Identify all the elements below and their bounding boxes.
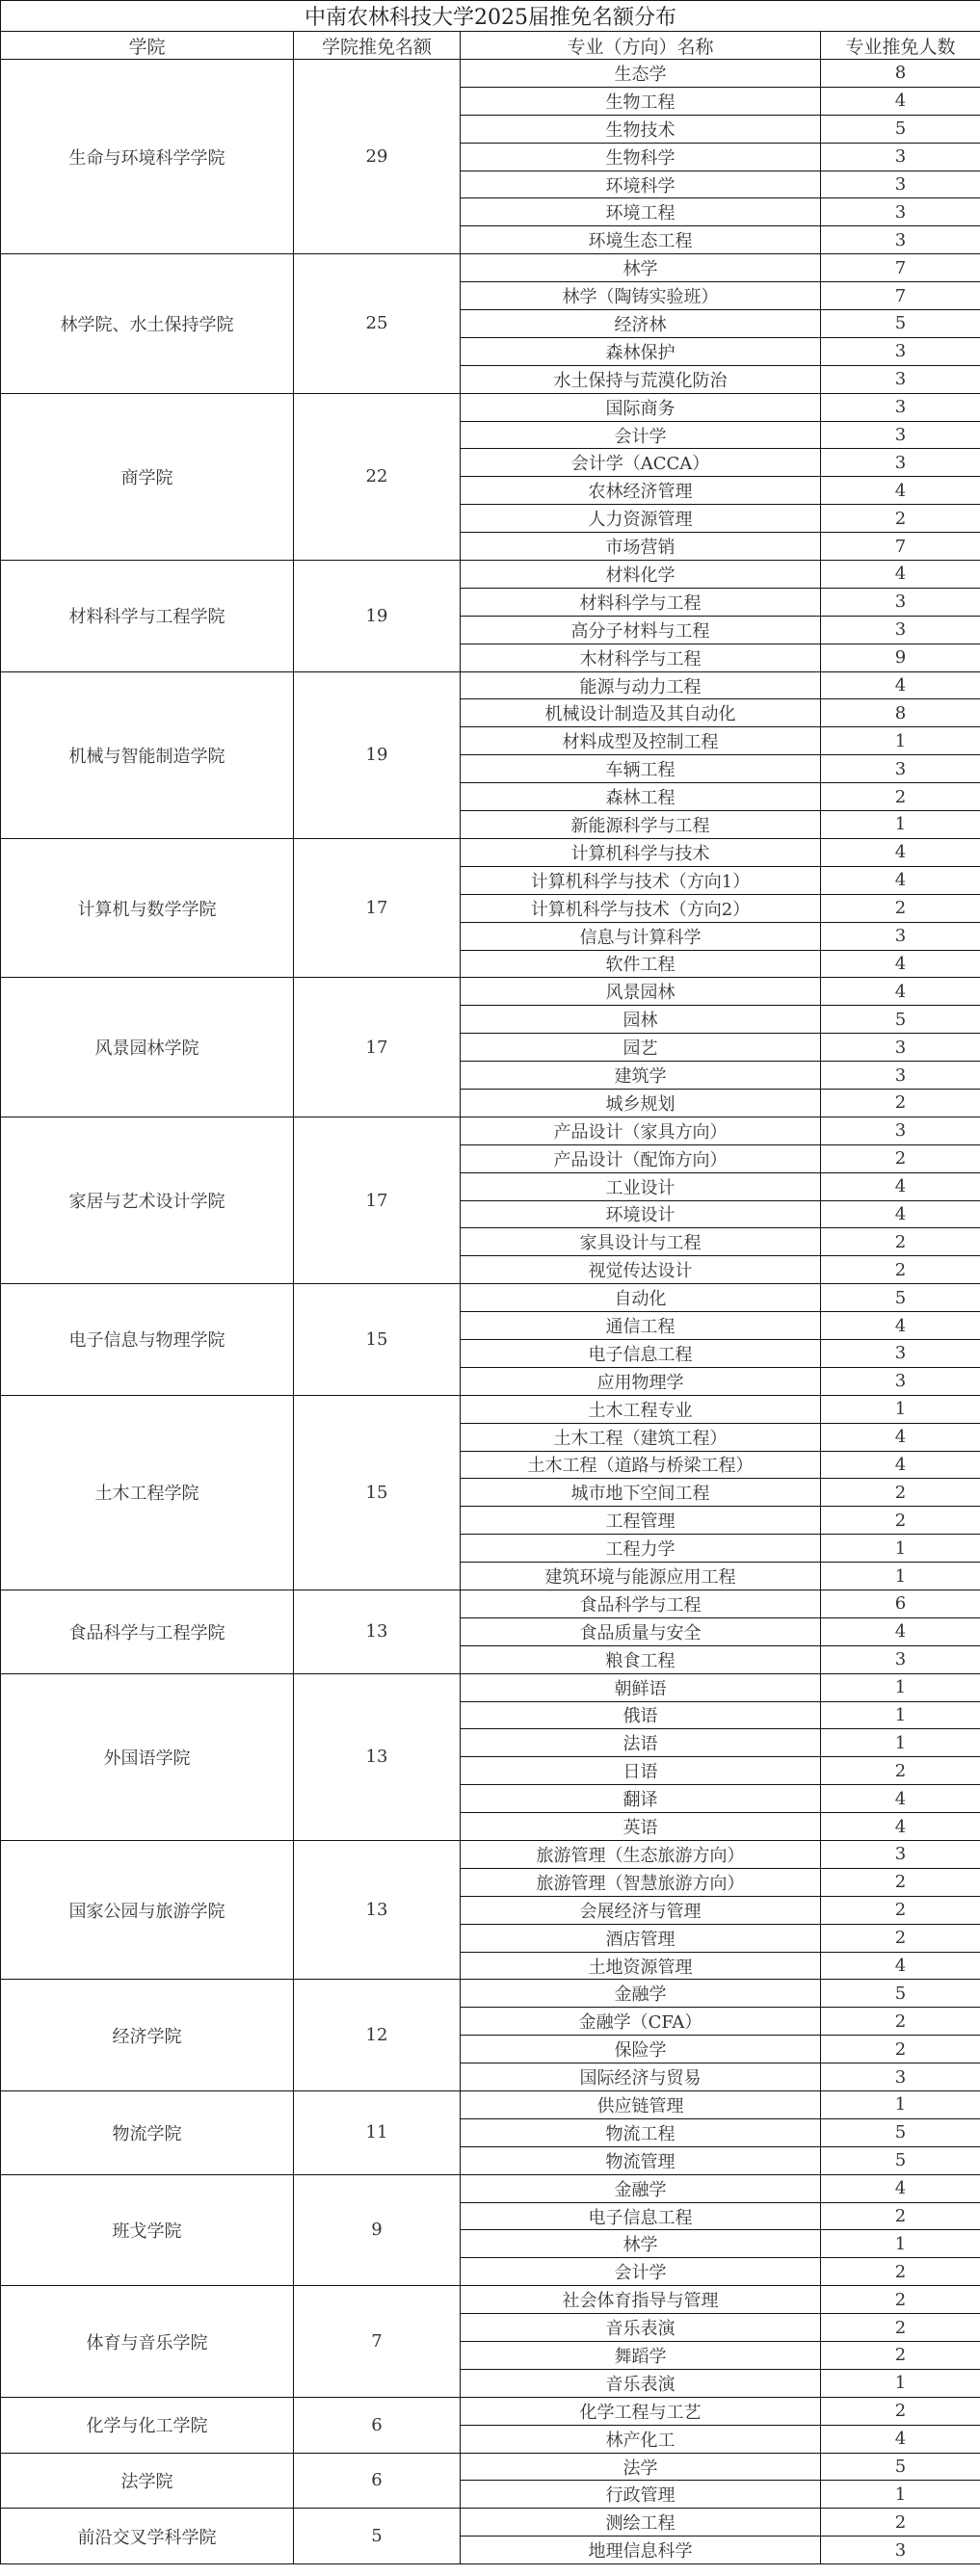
major-name-cell: 能源与动力工程: [461, 671, 821, 699]
major-name-cell: 水土保持与荒漠化防治: [461, 365, 821, 393]
table-row: [1, 1284, 980, 1312]
major-count-cell: 5: [821, 2146, 980, 2174]
major-name-cell: 俄语: [461, 1701, 821, 1729]
major-count-cell: 3: [821, 1117, 980, 1144]
major-count-cell: 4: [821, 1423, 980, 1451]
major-name-cell: 社会体育指导与管理: [461, 2286, 821, 2314]
college-name-cell: 电子信息与物理学院: [1, 1284, 294, 1396]
college-quota-cell: 5: [294, 2509, 461, 2564]
major-count-cell: 4: [821, 866, 980, 894]
major-name-cell: 计算机科学与技术（方向2）: [461, 894, 821, 922]
major-name-cell: 森林工程: [461, 783, 821, 811]
major-name-cell: 日语: [461, 1757, 821, 1785]
major-name-cell: 视觉传达设计: [461, 1256, 821, 1284]
major-count-cell: 4: [821, 2425, 980, 2453]
table-row: [1, 2509, 980, 2537]
major-count-cell: 4: [821, 1952, 980, 1980]
major-count-cell: 4: [821, 1312, 980, 1340]
major-count-cell: 3: [821, 1062, 980, 1090]
major-name-cell: 旅游管理（生态旅游方向）: [461, 1841, 821, 1869]
table-row: [1, 254, 980, 282]
major-name-cell: 舞蹈学: [461, 2342, 821, 2370]
major-name-cell: 材料成型及控制工程: [461, 727, 821, 755]
major-name-cell: 会计学（ACCA）: [461, 449, 821, 477]
college-name-cell: 国家公园与旅游学院: [1, 1841, 294, 1980]
major-count-cell: 3: [821, 198, 980, 226]
major-count-cell: 4: [821, 1813, 980, 1841]
major-name-cell: 土木工程（道路与桥梁工程）: [461, 1451, 821, 1479]
major-count-cell: 3: [821, 143, 980, 171]
major-count-cell: 3: [821, 171, 980, 198]
college-quota-cell: 22: [294, 393, 461, 560]
college-quota-cell: 9: [294, 2174, 461, 2286]
major-count-cell: 1: [821, 2091, 980, 2119]
major-count-cell: 3: [821, 393, 980, 421]
major-count-cell: 1: [821, 2481, 980, 2509]
college-name-cell: 前沿交叉学科学院: [1, 2509, 294, 2564]
college-quota-cell: 6: [294, 2453, 461, 2509]
major-count-cell: 3: [821, 588, 980, 616]
table-body: [1, 60, 980, 2564]
table-row: [1, 1980, 980, 2008]
major-count-cell: 2: [821, 1256, 980, 1284]
major-count-cell: 3: [821, 421, 980, 449]
major-name-cell: 家具设计与工程: [461, 1228, 821, 1256]
major-name-cell: 计算机科学与技术（方向1）: [461, 866, 821, 894]
major-name-cell: 材料化学: [461, 561, 821, 589]
major-name-cell: 建筑学: [461, 1062, 821, 1090]
major-name-cell: 新能源科学与工程: [461, 811, 821, 839]
table-row: [1, 60, 980, 88]
table-row: [1, 1395, 980, 1423]
major-name-cell: 酒店管理: [461, 1924, 821, 1952]
major-name-cell: 行政管理: [461, 2481, 821, 2509]
major-count-cell: 2: [821, 1507, 980, 1535]
major-name-cell: 信息与计算科学: [461, 922, 821, 950]
major-count-cell: 8: [821, 60, 980, 88]
college-name-cell: 风景园林学院: [1, 978, 294, 1117]
major-name-cell: 城市地下空间工程: [461, 1479, 821, 1507]
college-name-cell: 机械与智能制造学院: [1, 671, 294, 838]
header-college-quota: 学院推免名额: [294, 32, 461, 60]
major-count-cell: 2: [821, 505, 980, 533]
college-quota-cell: 13: [294, 1841, 461, 1980]
major-count-cell: 7: [821, 254, 980, 282]
major-name-cell: 人力资源管理: [461, 505, 821, 533]
major-count-cell: 1: [821, 1701, 980, 1729]
major-count-cell: 3: [821, 337, 980, 365]
major-name-cell: 林学: [461, 254, 821, 282]
table-row: [1, 671, 980, 699]
major-count-cell: 1: [821, 811, 980, 839]
table-row: [1, 1841, 980, 1869]
table-row: [1, 2397, 980, 2425]
major-name-cell: 土地资源管理: [461, 1952, 821, 1980]
major-name-cell: 测绘工程: [461, 2509, 821, 2537]
major-count-cell: 1: [821, 1563, 980, 1590]
major-count-cell: 4: [821, 477, 980, 505]
major-count-cell: 3: [821, 1367, 980, 1395]
major-count-cell: 2: [821, 1896, 980, 1924]
table-row: [1, 838, 980, 866]
major-count-cell: 4: [821, 1785, 980, 1813]
major-count-cell: 2: [821, 2036, 980, 2063]
major-name-cell: 电子信息工程: [461, 1339, 821, 1367]
major-count-cell: 7: [821, 533, 980, 561]
major-count-cell: 1: [821, 1395, 980, 1423]
major-name-cell: 软件工程: [461, 950, 821, 978]
college-quota-cell: 12: [294, 1980, 461, 2091]
major-count-cell: 2: [821, 1089, 980, 1117]
major-name-cell: 电子信息工程: [461, 2202, 821, 2230]
major-name-cell: 土木工程专业: [461, 1395, 821, 1423]
major-name-cell: 城乡规划: [461, 1089, 821, 1117]
major-name-cell: 环境科学: [461, 171, 821, 198]
major-name-cell: 地理信息科学: [461, 2537, 821, 2564]
major-count-cell: 3: [821, 755, 980, 783]
major-name-cell: 土木工程（建筑工程）: [461, 1423, 821, 1451]
college-name-cell: 化学与化工学院: [1, 2397, 294, 2453]
major-name-cell: 英语: [461, 1813, 821, 1841]
college-quota-cell: 11: [294, 2091, 461, 2175]
major-name-cell: 风景园林: [461, 978, 821, 1006]
major-name-cell: 车辆工程: [461, 755, 821, 783]
header-row: [1, 32, 980, 60]
college-name-cell: 林学院、水土保持学院: [1, 254, 294, 393]
title-row: [1, 1, 980, 32]
major-count-cell: 1: [821, 1673, 980, 1701]
major-count-cell: 2: [821, 1924, 980, 1952]
college-name-cell: 商学院: [1, 393, 294, 560]
major-count-cell: 1: [821, 1535, 980, 1563]
major-count-cell: 9: [821, 644, 980, 671]
major-name-cell: 工程管理: [461, 1507, 821, 1535]
table-row: [1, 2453, 980, 2481]
college-quota-cell: 17: [294, 978, 461, 1117]
college-quota-cell: 15: [294, 1284, 461, 1396]
major-count-cell: 6: [821, 1590, 980, 1617]
major-name-cell: 生物工程: [461, 87, 821, 115]
major-name-cell: 金融学: [461, 1980, 821, 2008]
college-name-cell: 班戈学院: [1, 2174, 294, 2286]
college-name-cell: 体育与音乐学院: [1, 2286, 294, 2398]
major-name-cell: 材料科学与工程: [461, 588, 821, 616]
major-count-cell: 3: [821, 449, 980, 477]
major-count-cell: 1: [821, 2230, 980, 2258]
major-name-cell: 木材科学与工程: [461, 644, 821, 671]
major-name-cell: 经济林: [461, 310, 821, 338]
college-name-cell: 土木工程学院: [1, 1395, 294, 1590]
table-row: [1, 2091, 980, 2119]
major-name-cell: 音乐表演: [461, 2369, 821, 2397]
major-count-cell: 4: [821, 87, 980, 115]
major-count-cell: 4: [821, 671, 980, 699]
table-row: [1, 1590, 980, 1617]
college-quota-cell: 7: [294, 2286, 461, 2398]
major-name-cell: 法语: [461, 1729, 821, 1757]
major-name-cell: 会展经济与管理: [461, 1896, 821, 1924]
major-name-cell: 园林: [461, 1006, 821, 1034]
major-count-cell: 4: [821, 1172, 980, 1200]
major-name-cell: 朝鲜语: [461, 1673, 821, 1701]
major-name-cell: 会计学: [461, 2258, 821, 2286]
major-name-cell: 环境设计: [461, 1200, 821, 1228]
college-quota-cell: 19: [294, 561, 461, 672]
table-title: 中南农林科技大学2025届推免名额分布: [1, 1, 980, 32]
major-count-cell: 5: [821, 1980, 980, 2008]
table-row: [1, 1673, 980, 1701]
major-count-cell: 5: [821, 2118, 980, 2146]
college-quota-cell: 25: [294, 254, 461, 393]
college-name-cell: 物流学院: [1, 2091, 294, 2175]
major-name-cell: 生物科学: [461, 143, 821, 171]
major-count-cell: 2: [821, 2397, 980, 2425]
major-count-cell: 2: [821, 894, 980, 922]
major-count-cell: 2: [821, 1228, 980, 1256]
header-major-quota: 专业推免人数: [821, 32, 980, 60]
major-name-cell: 林学（陶铸实验班）: [461, 282, 821, 310]
header-college: 学院: [1, 32, 294, 60]
college-quota-cell: 17: [294, 838, 461, 977]
major-name-cell: 林产化工: [461, 2425, 821, 2453]
major-count-cell: 5: [821, 2453, 980, 2481]
major-name-cell: 保险学: [461, 2036, 821, 2063]
major-count-cell: 2: [821, 783, 980, 811]
major-count-cell: 4: [821, 950, 980, 978]
major-count-cell: 3: [821, 2063, 980, 2091]
major-count-cell: 2: [821, 1479, 980, 1507]
major-name-cell: 会计学: [461, 421, 821, 449]
table-row: [1, 561, 980, 589]
table-row: [1, 393, 980, 421]
major-count-cell: 2: [821, 2286, 980, 2314]
college-quota-cell: 29: [294, 60, 461, 254]
major-name-cell: 工程力学: [461, 1535, 821, 1563]
major-count-cell: 2: [821, 2258, 980, 2286]
major-name-cell: 机械设计制造及其自动化: [461, 699, 821, 727]
college-quota-cell: 15: [294, 1395, 461, 1590]
major-count-cell: 4: [821, 2174, 980, 2202]
major-count-cell: 4: [821, 838, 980, 866]
major-count-cell: 4: [821, 561, 980, 589]
college-name-cell: 法学院: [1, 2453, 294, 2509]
major-name-cell: 食品科学与工程: [461, 1590, 821, 1617]
major-name-cell: 化学工程与工艺: [461, 2397, 821, 2425]
table-row: [1, 2286, 980, 2314]
college-quota-cell: 13: [294, 1673, 461, 1840]
college-quota-cell: 6: [294, 2397, 461, 2453]
major-count-cell: 2: [821, 1757, 980, 1785]
major-name-cell: 物流工程: [461, 2118, 821, 2146]
major-name-cell: 环境工程: [461, 198, 821, 226]
college-name-cell: 计算机与数学学院: [1, 838, 294, 977]
major-count-cell: 2: [821, 2008, 980, 2036]
major-name-cell: 高分子材料与工程: [461, 616, 821, 644]
major-name-cell: 国际商务: [461, 393, 821, 421]
college-quota-cell: 17: [294, 1117, 461, 1283]
major-count-cell: 4: [821, 1617, 980, 1645]
major-name-cell: 农林经济管理: [461, 477, 821, 505]
college-name-cell: 经济学院: [1, 1980, 294, 2091]
major-name-cell: 森林保护: [461, 337, 821, 365]
major-name-cell: 产品设计（家具方向）: [461, 1117, 821, 1144]
major-count-cell: 4: [821, 1200, 980, 1228]
major-name-cell: 金融学: [461, 2174, 821, 2202]
major-count-cell: 3: [821, 1034, 980, 1062]
major-name-cell: 自动化: [461, 1284, 821, 1312]
major-name-cell: 法学: [461, 2453, 821, 2481]
college-name-cell: 外国语学院: [1, 1673, 294, 1840]
major-count-cell: 3: [821, 365, 980, 393]
major-count-cell: 3: [821, 1339, 980, 1367]
major-name-cell: 产品设计（配饰方向）: [461, 1144, 821, 1172]
major-count-cell: 1: [821, 727, 980, 755]
table-row: [1, 2174, 980, 2202]
college-quota-cell: 19: [294, 671, 461, 838]
major-name-cell: 金融学（CFA）: [461, 2008, 821, 2036]
major-name-cell: 应用物理学: [461, 1367, 821, 1395]
major-count-cell: 3: [821, 1645, 980, 1673]
header-major: 专业（方向）名称: [461, 32, 821, 60]
major-name-cell: 国际经济与贸易: [461, 2063, 821, 2091]
major-count-cell: 3: [821, 616, 980, 644]
major-name-cell: 翻译: [461, 1785, 821, 1813]
major-name-cell: 供应链管理: [461, 2091, 821, 2119]
major-name-cell: 计算机科学与技术: [461, 838, 821, 866]
major-count-cell: 2: [821, 2509, 980, 2537]
major-count-cell: 3: [821, 226, 980, 254]
major-name-cell: 粮食工程: [461, 1645, 821, 1673]
major-name-cell: 生物技术: [461, 115, 821, 143]
college-name-cell: 家居与艺术设计学院: [1, 1117, 294, 1283]
major-name-cell: 环境生态工程: [461, 226, 821, 254]
major-count-cell: 5: [821, 115, 980, 143]
major-count-cell: 4: [821, 1451, 980, 1479]
college-name-cell: 材料科学与工程学院: [1, 561, 294, 672]
major-count-cell: 2: [821, 1144, 980, 1172]
major-name-cell: 旅游管理（智慧旅游方向）: [461, 1868, 821, 1896]
major-count-cell: 2: [821, 2314, 980, 2342]
major-name-cell: 建筑环境与能源应用工程: [461, 1563, 821, 1590]
major-count-cell: 3: [821, 2537, 980, 2564]
major-count-cell: 2: [821, 1868, 980, 1896]
major-name-cell: 工业设计: [461, 1172, 821, 1200]
college-quota-cell: 13: [294, 1590, 461, 1673]
major-count-cell: 5: [821, 1284, 980, 1312]
college-name-cell: 食品科学与工程学院: [1, 1590, 294, 1673]
major-count-cell: 1: [821, 1729, 980, 1757]
major-count-cell: 5: [821, 1006, 980, 1034]
major-count-cell: 2: [821, 2342, 980, 2370]
major-count-cell: 3: [821, 922, 980, 950]
major-count-cell: 7: [821, 282, 980, 310]
major-name-cell: 通信工程: [461, 1312, 821, 1340]
major-count-cell: 2: [821, 2202, 980, 2230]
major-name-cell: 生态学: [461, 60, 821, 88]
major-count-cell: 1: [821, 2369, 980, 2397]
major-count-cell: 8: [821, 699, 980, 727]
major-name-cell: 食品质量与安全: [461, 1617, 821, 1645]
major-name-cell: 林学: [461, 2230, 821, 2258]
major-name-cell: 音乐表演: [461, 2314, 821, 2342]
major-count-cell: 4: [821, 978, 980, 1006]
major-count-cell: 5: [821, 310, 980, 338]
table-row: [1, 1117, 980, 1144]
major-name-cell: 园艺: [461, 1034, 821, 1062]
major-name-cell: 物流管理: [461, 2146, 821, 2174]
table-row: [1, 978, 980, 1006]
college-name-cell: 生命与环境科学学院: [1, 60, 294, 254]
major-count-cell: 3: [821, 1841, 980, 1869]
major-name-cell: 市场营销: [461, 533, 821, 561]
